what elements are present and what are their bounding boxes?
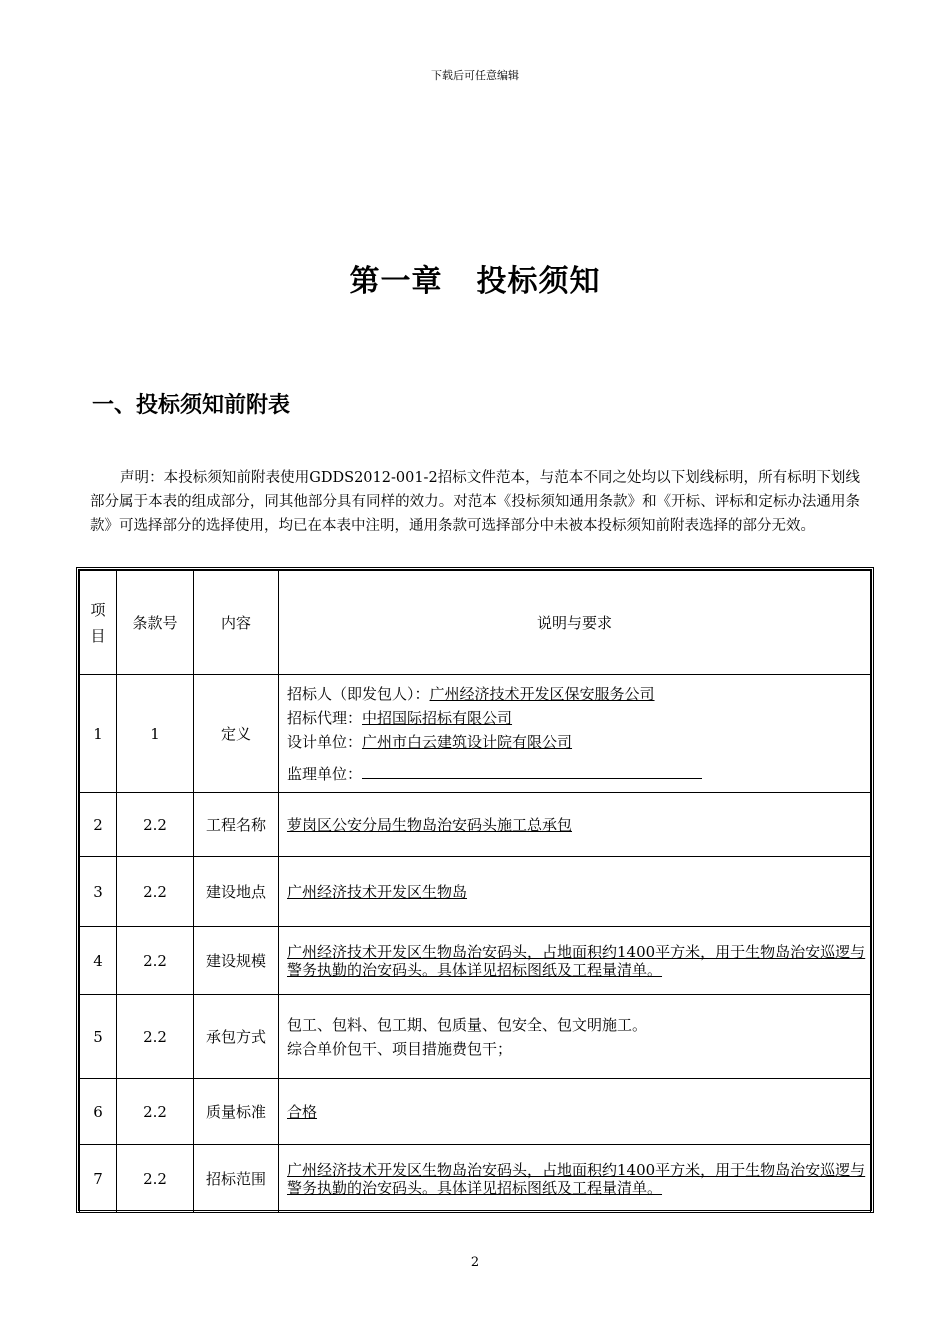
row-description: 萝岗区公安分局生物岛治安码头施工总承包 (279, 793, 871, 857)
row-item: 5 (80, 995, 117, 1079)
row-clause: 2.2 (117, 995, 194, 1079)
row-content: 招标范围 (194, 1145, 279, 1213)
header-clause: 条款号 (117, 571, 194, 675)
row-content: 建设地点 (194, 857, 279, 927)
row-item: 6 (80, 1079, 117, 1145)
row-clause: 2.2 (117, 1145, 194, 1213)
row-description: 广州经济技术开发区生物岛治安码头，占地面积约1400平方米，用于生物岛治安巡逻与警务执勤的治安码头。具体详见招标图纸及工程量清单。 (279, 1145, 871, 1213)
chapter-number: 第一章 (349, 264, 443, 299)
table-row (80, 995, 871, 1079)
table-row (80, 793, 871, 857)
agent-line: 招标代理：中招国际招标有限公司 (287, 708, 513, 727)
table-row (80, 1079, 871, 1145)
row-description: 包工、包料、包工期、包质量、包安全、包文明施工。 综合单价包干、项目措施费包干； (279, 995, 871, 1079)
row-clause: 2.2 (117, 1079, 194, 1145)
row-item: 7 (80, 1145, 117, 1213)
row-content: 质量标准 (194, 1079, 279, 1145)
table-header-row (80, 571, 871, 675)
supervisor-line: 监理单位： (287, 762, 866, 786)
statement-paragraph: 声明：本投标须知前附表使用GDDS2012-001-2招标文件范本，与范本不同之处均以下划线标明，所有标明下划线部分属于本表的组成部分，同其他部分具有同样的效力。对范本《投标须知通用条款》和《开标、评标和定标办法通用条款》可选择部分的选择使用，均已在本表中注明，通用条款可选择部分中未被本投标须知前附表选择的部分无效。 (90, 470, 860, 534)
row-description: 广州经济技术开发区生物岛 (279, 857, 871, 927)
designer-value: 广州市白云建筑设计院有限公司 (362, 732, 573, 751)
tenderer-line: 招标人（即发包人）：广州经济技术开发区保安服务公司 (287, 684, 655, 703)
row-clause: 2.2 (117, 857, 194, 927)
row-content: 承包方式 (194, 995, 279, 1079)
header-note: 下载后可任意编辑 (431, 69, 519, 82)
row-clause: 2.2 (117, 793, 194, 857)
row-content: 工程名称 (194, 793, 279, 857)
chapter-name: 投标须知 (476, 264, 601, 299)
table-row (80, 675, 871, 793)
designer-line: 设计单位：广州市白云建筑设计院有限公司 (287, 732, 573, 751)
row-item: 1 (80, 675, 117, 793)
row-item: 4 (80, 927, 117, 995)
table-row (80, 857, 871, 927)
table-row (80, 927, 871, 995)
supervisor-blank (362, 763, 702, 779)
section-title: 一、投标须知前附表 (92, 393, 291, 418)
row-item: 2 (80, 793, 117, 857)
row-description: 广州经济技术开发区生物岛治安码头，占地面积约1400平方米，用于生物岛治安巡逻与警务执勤的治安码头。具体详见招标图纸及工程量清单。 (279, 927, 871, 995)
row-content: 建设规模 (194, 927, 279, 995)
row-description (279, 675, 871, 793)
header-description: 说明与要求 (279, 571, 871, 675)
row-item: 3 (80, 857, 117, 927)
agent-value: 中招国际招标有限公司 (362, 708, 513, 727)
row-clause: 2.2 (117, 927, 194, 995)
table-row (80, 1145, 871, 1213)
header-content: 内容 (194, 571, 279, 675)
chapter-title (0, 256, 950, 300)
header-item: 项目 (80, 571, 117, 675)
tenderer-value: 广州经济技术开发区保安服务公司 (429, 684, 655, 703)
row-description: 合格 (279, 1079, 871, 1145)
row-clause: 1 (117, 675, 194, 793)
bid-notice-table (76, 567, 874, 1213)
row-content: 定义 (194, 675, 279, 793)
page-number: 2 (470, 1255, 480, 1270)
